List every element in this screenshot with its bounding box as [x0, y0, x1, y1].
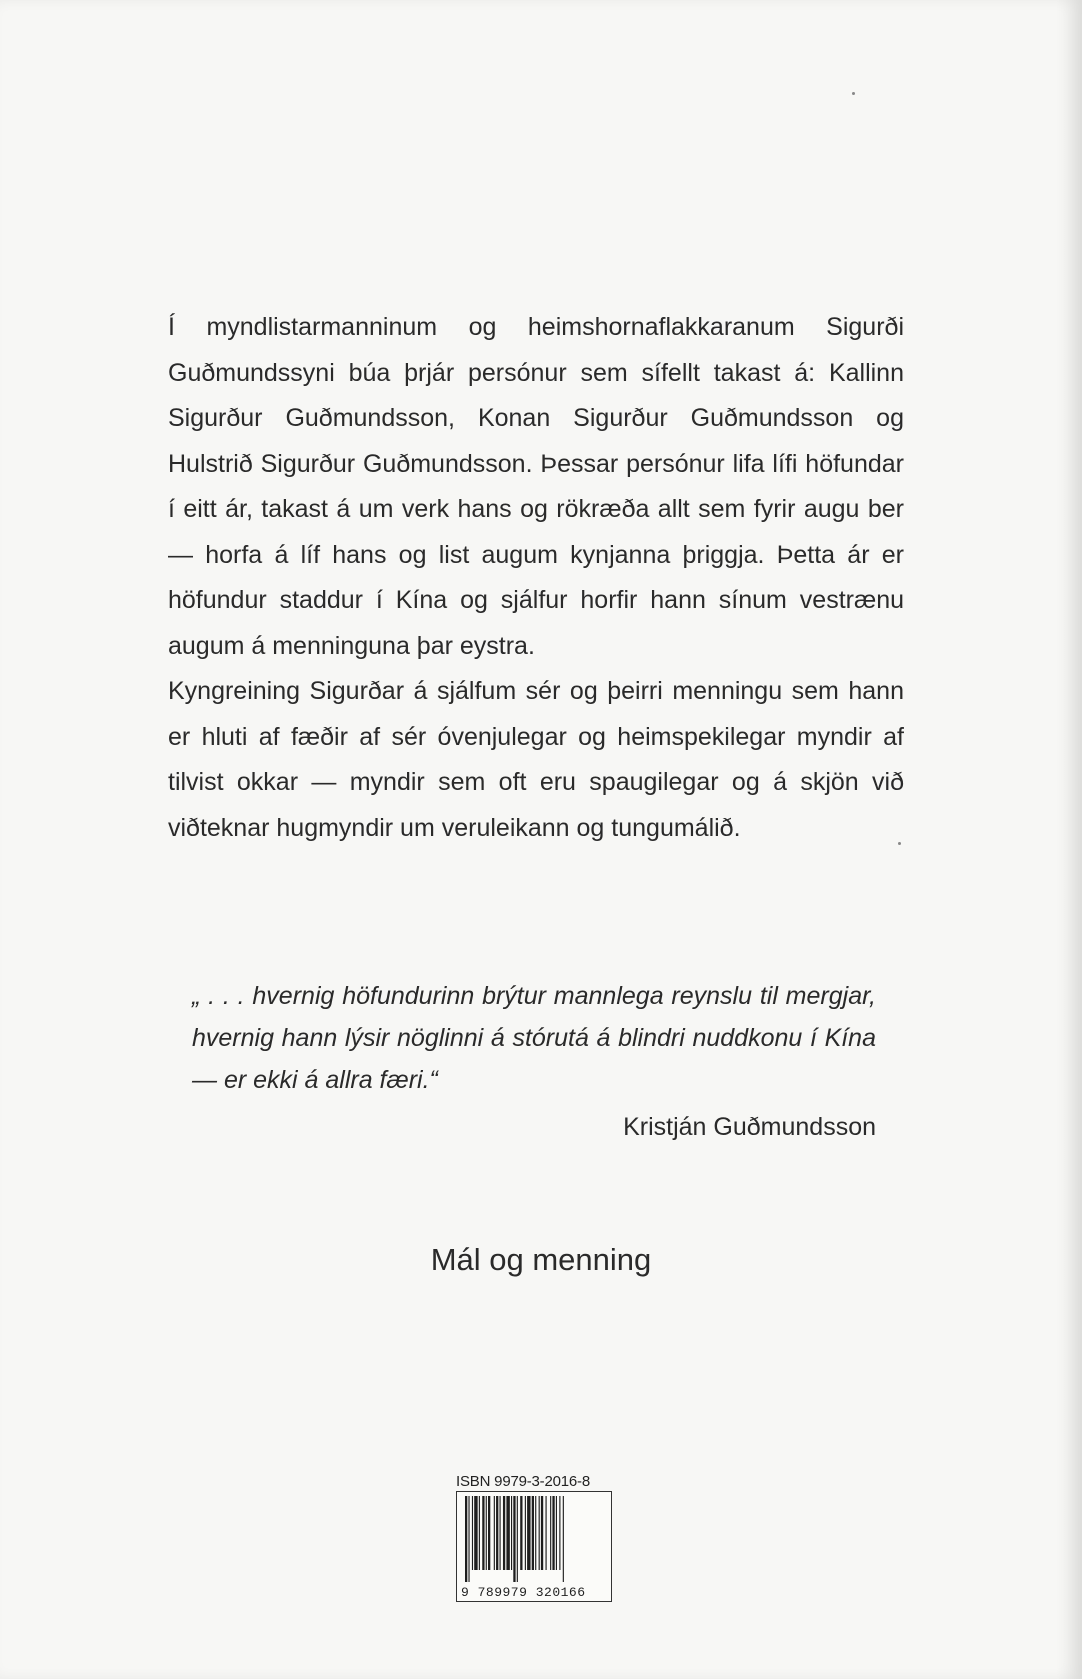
barcode-bar	[494, 1496, 495, 1570]
barcode-bar	[541, 1496, 543, 1570]
barcode-bar	[525, 1496, 526, 1570]
barcode-bar	[511, 1496, 512, 1570]
barcode-bar	[527, 1496, 530, 1570]
barcode-bar	[468, 1496, 469, 1582]
quote-author: Kristján Guðmundsson	[623, 1113, 876, 1141]
speck	[852, 92, 855, 95]
barcode-bar	[532, 1496, 534, 1570]
barcode-bar	[513, 1496, 515, 1582]
barcode-bar	[552, 1496, 554, 1570]
speck	[898, 842, 901, 845]
barcode-bar	[556, 1496, 557, 1570]
barcode-digits: 9 789979 320166	[461, 1585, 586, 1600]
barcode-bar	[465, 1496, 467, 1582]
barcode-bar	[472, 1496, 473, 1570]
blurb	[168, 305, 904, 851]
barcode-bar	[550, 1496, 551, 1570]
blurb-paragraph-1: Í myndlistarmanninum og heimshornaflakkaranum Sigurði Guðmundssyni búa þrjár persónur sem sífellt takast á: Kallinn Sigurður Guðmundsson, Konan Sigurður Guðmundsson og Hulstrið Sigurður Guðmundsson. Þessar persónur lifa lífi höfundar í eitt ár, takast á um verk hans og rökræða allt sem fyrir augu ber — horfa á líf hans og list augum kynjanna þriggja. Þetta ár er höfundur staddur í Kína og sjálfur horfir hann sínum vestrænu augum á menninguna þar eystra.	[168, 313, 904, 660]
barcode-bar	[546, 1496, 547, 1570]
isbn-label: ISBN 9979-3-2016-8	[456, 1473, 590, 1490]
barcode-bar	[500, 1496, 501, 1570]
barcode-bar	[539, 1496, 540, 1570]
barcode-bar	[517, 1496, 518, 1582]
barcode	[456, 1491, 612, 1602]
barcode-bar	[488, 1496, 490, 1570]
blurb-paragraph-2: Kyngreining Sigurðar á sjálfum sér og þeirri menningu sem hann er hluti af fæðir af sér óvenjulegar og heimspekilegar myndir af tilvist okkar — myndir sem oft eru spaugilegar og á skjön við viðteknar hugmyndir um veruleikann og tungumálið.	[168, 677, 904, 842]
cover-edge-shadow	[1056, 0, 1082, 1679]
barcode-bar	[559, 1496, 560, 1570]
barcode-bar	[506, 1496, 509, 1570]
isbn-block	[456, 1473, 612, 1602]
barcode-bar	[496, 1496, 498, 1570]
barcode-bar	[482, 1496, 484, 1570]
barcode-bars	[463, 1496, 605, 1582]
barcode-bar	[520, 1496, 522, 1570]
barcode-bar	[474, 1496, 477, 1570]
publisher-name: Mál og menning	[430, 1242, 652, 1277]
barcode-bar	[486, 1496, 487, 1570]
review-quote: „ . . . hvernig höfundurinn brýtur mannlega reynslu til mergjar, hvernig hann lýsir nöglinni á stórutá á blindri nuddkonu í Kína — er ekki á allra færi.“	[192, 982, 876, 1094]
barcode-bar	[563, 1496, 564, 1582]
barcode-bar	[503, 1496, 505, 1570]
barcode-bar	[479, 1496, 480, 1570]
barcode-bar	[535, 1496, 536, 1570]
